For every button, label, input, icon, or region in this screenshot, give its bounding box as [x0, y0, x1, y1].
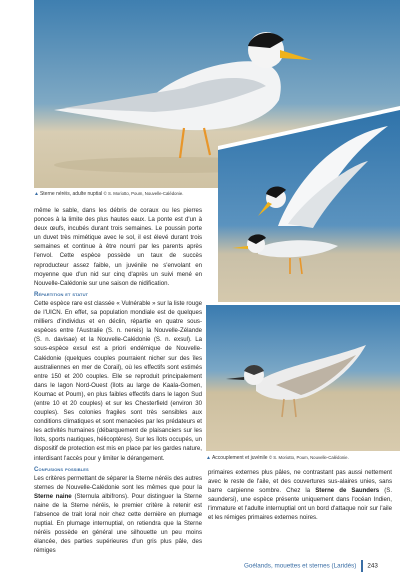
text-run: Les critères permettant de séparer la Sterne néréis des autres sternes de Nouvelle-Calédonie sont les mêmes que pour la — [34, 474, 202, 491]
paragraph-confusion-cont — [208, 468, 392, 523]
caption-text: Accouplement et juvénile — [211, 455, 268, 461]
species-name: Sterne de Saunders — [315, 487, 380, 495]
page-number: 243 — [367, 562, 378, 570]
caption-text: Sterne néréis, adulte nuptial — [39, 191, 103, 197]
text-run: (S. saundersi), une espèce présente uniquement dans l'océan Indien, l'immature et l'adulte internuptial ont un bord d'attaque noir sur l'aile et les rémiges primaires externes noires. — [208, 487, 393, 522]
photo-mating-pair — [218, 106, 400, 302]
page-divider — [361, 560, 363, 572]
right-column — [208, 468, 392, 523]
photo1-caption — [34, 191, 214, 198]
caption-credit: © S. Moriotto, Poum, Nouvelle-Calédonie. — [103, 191, 184, 196]
species-name: Sterne naine — [34, 492, 72, 500]
text-run: (Sternula albifrons). Pour distinguer la Sterne naine de la Sterne néréis, le premier critère à retenir est l'absence de trait loral noir chez cette dernière en plumage nuptial. En plumage internuptial, on retiendra que la Sterne néréis possède en général une silhouette un peu moins élancée, des parties supérieures d'un gris plus pâle, des rémiges — [34, 492, 202, 555]
heading-status: Répartition et statut — [34, 290, 89, 298]
heading-confusion: Confusions possibles — [34, 465, 89, 473]
text-run: primaires externes plus pâles, ne contrastant pas aussi nettement avec le reste de l'aile, et des couvertures sus-alaires unies, sans barre carpienne sombre. Chez la — [208, 469, 392, 495]
paragraph-confusion — [34, 474, 202, 556]
caption-credit: © S. Moriotto, Poum, Nouvelle-Calédonie. — [268, 455, 349, 460]
caption-marker-icon: ▲ — [34, 191, 39, 197]
photo3-caption — [206, 455, 400, 462]
footer — [244, 560, 394, 574]
footer-section: Goélands, mouettes et sternes (Laridés) — [244, 562, 357, 570]
paragraph-status: Cette espèce rare est classée « Vulnérable » sur la liste rouge de l'UICN. En effet, sa population mondiale est de quelques milliers d'individus et en déclin, répartie en quatre sous-espèces entre l'Australie (S. n. nereis) la Nouvelle-Zélande (S. n. davisae) et la Nouvelle-Calédonie (S. n. exsul). La sous-espèce exsul est a priori endémique de Nouvelle-Calédonie (quelques couples pourraient nicher sur des îles australiennes en mer de Corail), où les effectifs sont estimés entre 150 et 200 couples. Elle se reproduit principalement dans le lagon Nord-Ouest (îlots au large de Kaala-Gomen, Koumac et Poum), en plus faibles effectifs dans le lagon Sud (entre 10 et 20 couples) et sur les Chesterfield (environ 30 couples). Ses colonies fragiles sont très sensibles aux conditions climatiques et sont menacées par les prédateurs et les activités humaines (débarquement de plaisanciers sur les îlots, sports nautiques, hélicoptères). Sur les îlots occupés, un dispositif de protection est mis en place par les gardes nature, interdisant l'accès pour y limiter le dérangement. — [34, 299, 202, 462]
photo-juvenile — [206, 305, 400, 451]
paragraph-nesting: même le sable, dans les débris de coraux ou les pierres ponces à la limite des plus hautes eaux. La ponte est d'un à deux œufs, incubés durant trois semaines. Le poussin porte un duvet très mimétique avec le sol, il est élevé durant trois semaines et continue à être nourri par les parents après l'envol. Cette espèce possède un taux de succès reproducteur assez faible, un juvénile ne s'envolant en moyenne que d'un nid sur cinq d'après un suivi mené en Nouvelle-Calédonie sur une saison de nidification. — [34, 207, 202, 287]
left-column — [34, 206, 202, 556]
caption-marker-icon: ▲ — [206, 455, 211, 461]
